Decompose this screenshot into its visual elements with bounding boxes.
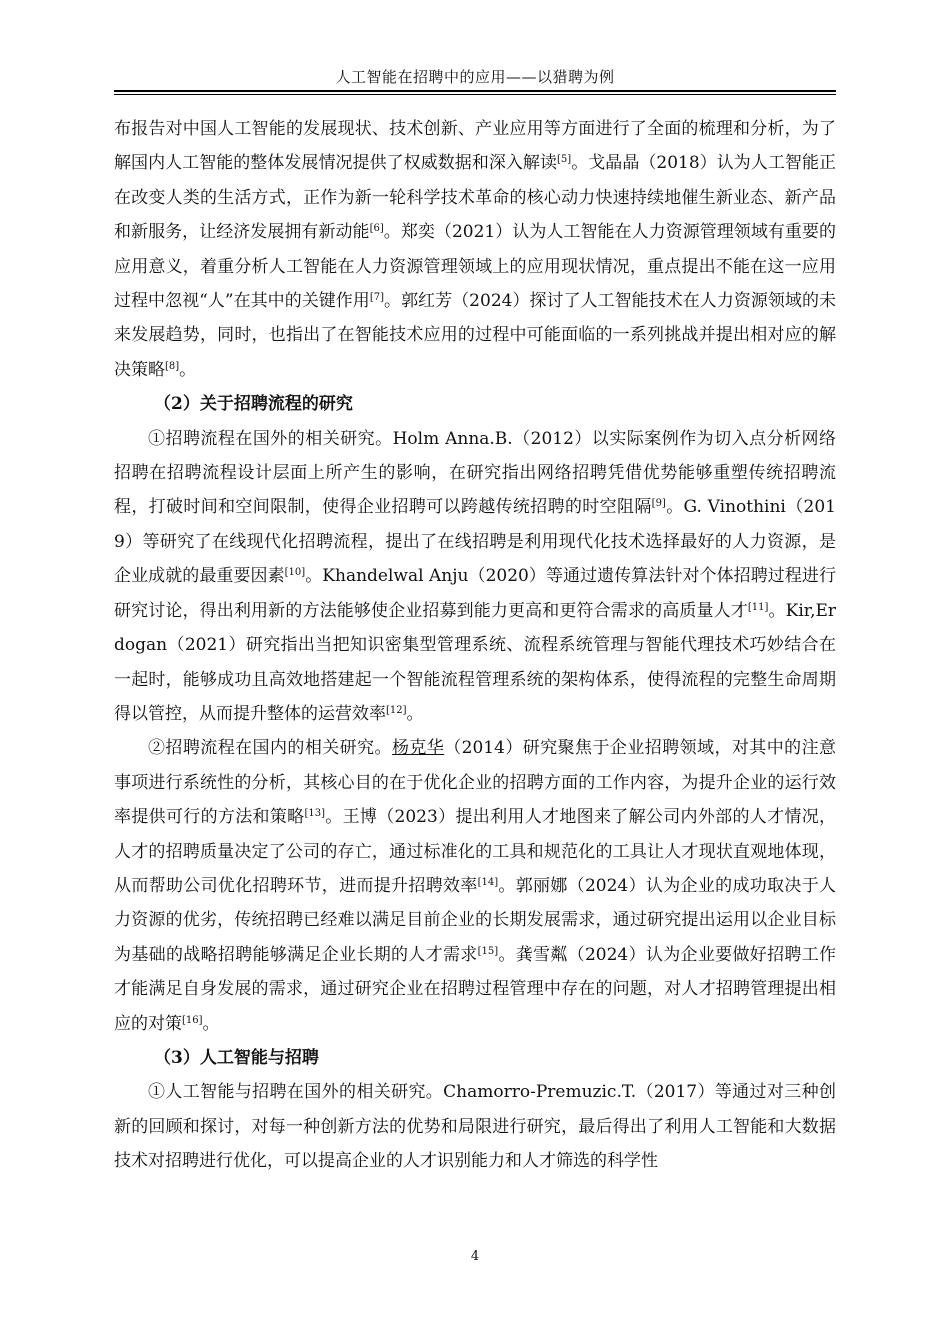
text-run: 。郑奕（2021）认为人工智能在人力资源管理领域有重要的应用意义，着重分析人工智能在人力资源管理领域上的应用现状情况，重点提出不能在这一应用过程中忽视“人”在其中的关键作用 bbox=[114, 222, 837, 312]
underlined-author-name: 杨克华 bbox=[391, 738, 445, 759]
text-run: 布报告对中国人工智能的发展现状、技术创新、产业应用等方面进行了全面的梳理和分析，为了解国内人工智能的整体发展情况提供了权威数据和深入解读 bbox=[114, 119, 836, 174]
citation: [15] bbox=[477, 945, 499, 957]
text-run: 。 bbox=[202, 1013, 220, 1034]
text-run: 。Kir,Erdogan（2021）研究指出当把知识密集型管理系统、流程系统管理与智能代理技术巧妙结合在一起时，能够成功且高效地搭建起一个智能流程管理系统的架构体系，使得流程的完整生命周期得以管控，从而提升整体的运营效率 bbox=[114, 600, 837, 724]
citation: [5] bbox=[557, 154, 572, 166]
citation: [12] bbox=[386, 704, 407, 716]
text-run: 。G. Vinothini（2019）等研究了在线现代化招聘流程，提出了在线招聘是利用现代化技术选择最好的人力资源，是企业成就的最重要因素 bbox=[114, 497, 836, 587]
citation: [7] bbox=[369, 292, 385, 304]
text-run: ②招聘流程在国内的相关研究。 bbox=[148, 738, 392, 759]
paragraph-foreign-recruitment-process bbox=[114, 422, 836, 732]
paragraph-ai-development bbox=[114, 112, 836, 387]
running-header: 人工智能在招聘中的应用——以猎聘为例 bbox=[335, 68, 615, 86]
citation: [14] bbox=[477, 876, 499, 888]
text-run: 。郭红芳（2024）探讨了人工智能技术在人力资源领域的未来发展趋势，同时，也指出了在智能技术应用的过程中可能面临的一系列挑战并提出相对应的解决策略 bbox=[114, 291, 836, 380]
citation: [13] bbox=[304, 808, 325, 820]
citation: [6] bbox=[369, 223, 384, 235]
citation: [10] bbox=[284, 567, 306, 579]
text-run: 。 bbox=[179, 359, 197, 380]
text-run: 。王博（2023）提出利用人才地图来了解公司内外部的人才情况，人才的招聘质量决定了公司的存亡，通过标准化的工具和规范化的工具让人才现状直观地体现，从而帮助公司优化招聘环节，进而提升招聘效率 bbox=[114, 807, 837, 896]
section-heading-recruitment-process: （2）关于招聘流程的研究 bbox=[154, 394, 353, 415]
section-heading-ai-recruitment: （3）人工智能与招聘 bbox=[154, 1047, 319, 1068]
page-number: 4 bbox=[470, 1249, 480, 1264]
text-run: ①招聘流程在国外的相关研究。Holm Anna.B.（2012）以实际案例作为切入点分析网络招聘在招聘流程设计层面上所产生的影响，在研究指出网络招聘凭借优势能够重塑传统招聘流程，打破时间和空间限制，使得企业招聘可以跨越传统招聘的时空阻隔 bbox=[114, 428, 836, 518]
citation: [11] bbox=[747, 601, 769, 613]
text-run: 。 bbox=[406, 703, 424, 724]
header-rule-thin bbox=[114, 94, 836, 95]
paragraph-domestic-recruitment-process bbox=[114, 731, 836, 1041]
text-run: 。郭丽娜（2024）认为企业的成功取决于人力资源的优劣，传统招聘已经难以满足目前企业的长期发展需求，通过研究提出运用以企业目标为基础的战略招聘能够满足企业长期的人才需求 bbox=[114, 875, 837, 965]
citation: [16] bbox=[182, 1014, 203, 1026]
citation: [9] bbox=[651, 498, 666, 510]
text-run: ①人工智能与招聘在国外的相关研究。Chamorro-Premuzic.T.（2017）等通过对三种创新的回顾和探讨，对每一种创新方法的优势和局限进行研究，最后得出了利用人工智能和大数据技术对招聘进行优化，可以提高企业的人才识别能力和人才筛选的科学性 bbox=[114, 1082, 836, 1172]
citation: [8] bbox=[165, 360, 180, 372]
header-rule-thick bbox=[114, 90, 836, 92]
document-body bbox=[114, 112, 836, 1179]
text-run: （2014）研究聚焦于企业招聘领域，对其中的注意事项进行系统性的分析，其核心目的在于优化企业的招聘方面的工作内容，为提升企业的运行效率提供可行的方法和策略 bbox=[114, 738, 837, 828]
paragraph-foreign-ai-recruitment bbox=[114, 1075, 836, 1178]
text-run: 。戈晶晶（2018）认为人工智能正在改变人类的生活方式，正作为新一轮科学技术革命的核心动力快速持续地催生新业态、新产品和新服务，让经济发展拥有新动能 bbox=[114, 153, 836, 243]
text-run: 。龚雪粼（2024）认为企业要做好招聘工作才能满足自身发展的需求，通过研究企业在招聘过程管理中存在的问题，对人才招聘管理提出相应的对策 bbox=[114, 944, 837, 1034]
text-run: 。Khandelwal Anju（2020）等通过遗传算法针对个体招聘过程进行研究讨论，得出利用新的方法能够使企业招募到能力更高和更符合需求的高质量人才 bbox=[114, 566, 836, 621]
